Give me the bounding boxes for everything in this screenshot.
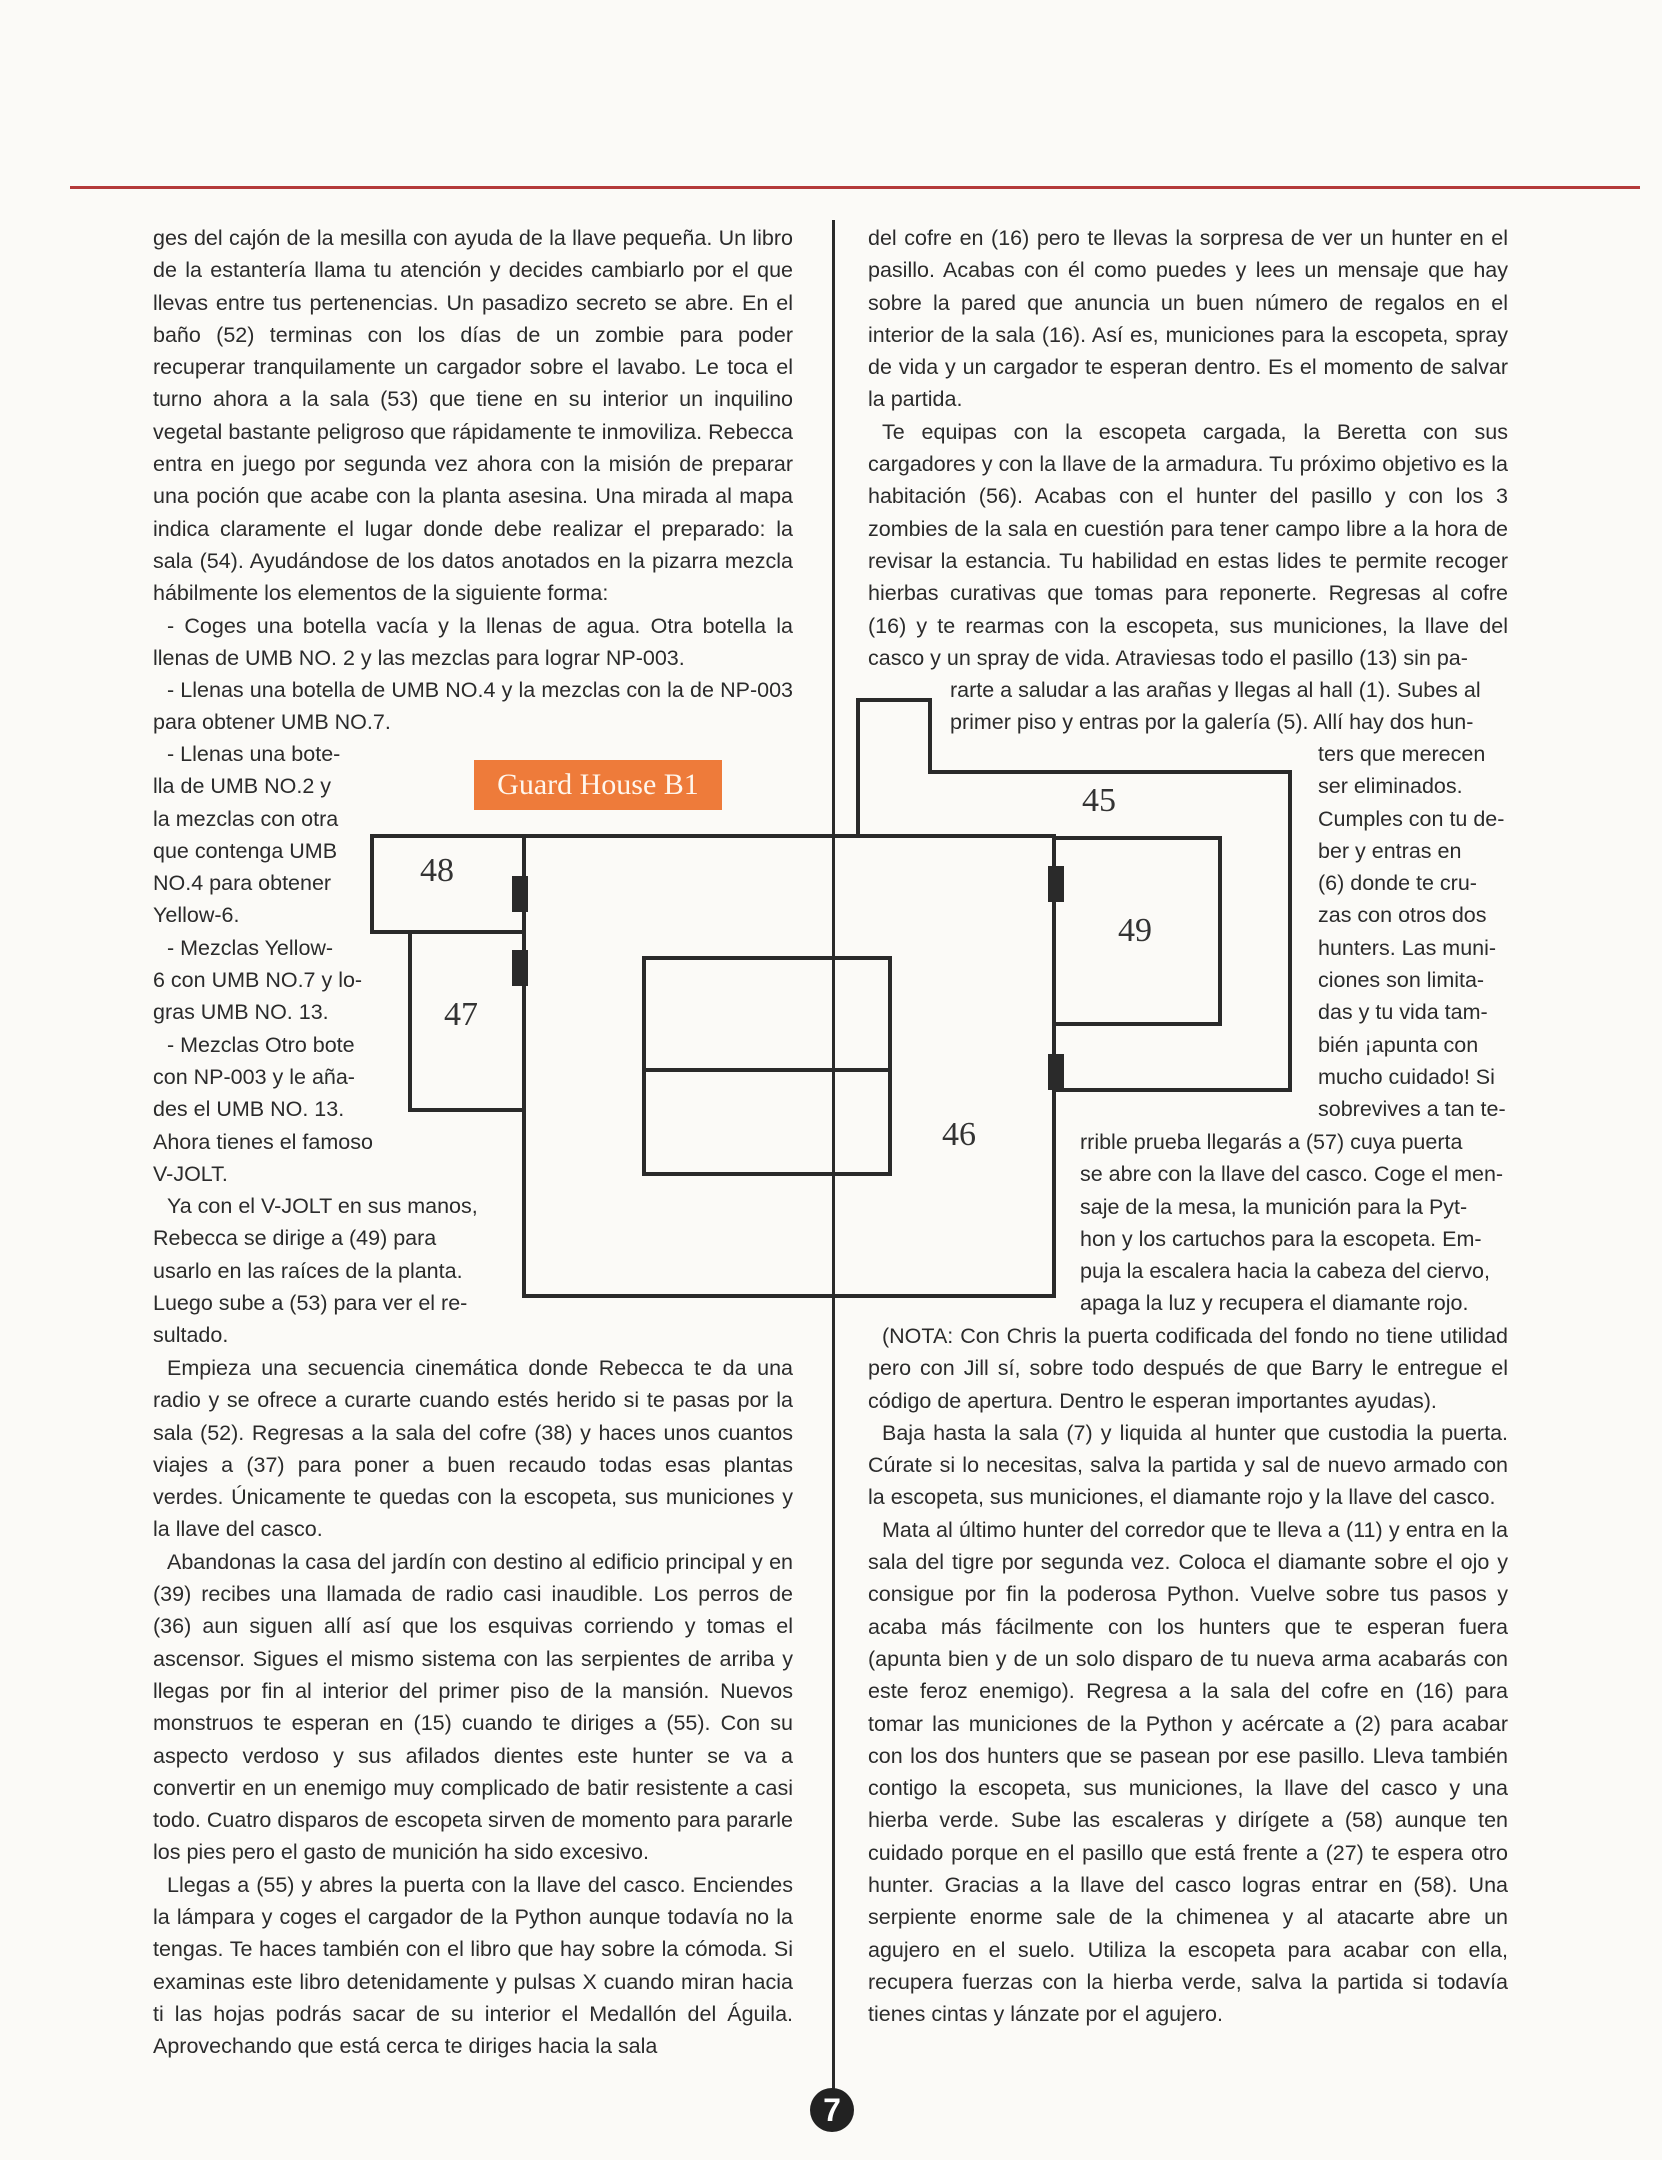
text-line: NO.4 para obtener <box>153 871 332 896</box>
text-line: hunters. Las muni- <box>1318 935 1497 960</box>
text-line: Ya con el V-JOLT en sus manos, <box>167 1194 478 1219</box>
room-45-outline <box>858 700 1290 1090</box>
door <box>1048 1054 1064 1090</box>
text-line: (6) donde te cru- <box>1318 871 1477 896</box>
text-line: bién ¡apunta con <box>1318 1032 1479 1057</box>
paragraph: Abandonas la casa del jardín con destino al edificio principal y en (39) recibes una llamada de radio casi inaudible. Los perros de (36) aun siguen allí así que los esquivas corriendo y tomas el ascensor. Sigues el mismo sistema con las serpientes de arriba y llegas por fin al interior del primer piso de la mansión. Nuevos monstruos te esperan en (15) cuando te diriges a (55). Con su aspecto verdoso y sus afilados dientes este hunter se va a convertir en un enemigo muy complicado de batir resistente a casi todo. Cuatro disparos de escopeta sirven de momento para pararle los pies pero el gasto de munición ha sido excesivo. <box>153 1549 793 1865</box>
map-title: Guard House B1 <box>474 760 722 810</box>
text-line: zas con otros dos <box>1318 903 1487 928</box>
paragraph: (NOTA: Con Chris la puerta codificada del fondo no tiene utilidad pero con Jill sí, sobre todo después de que Barry le entregue el código de apertura. Dentro le esperan importantes ayudas). <box>868 1324 1508 1413</box>
paragraph: Baja hasta la sala (7) y liquida al hunter que custodia la puerta. Cúrate si lo necesitas, salva la partida y sal de nuevo armado con la escopeta, sus municiones, el diamante rojo y la llave del casco. <box>868 1420 1508 1510</box>
door <box>1048 866 1064 902</box>
text-line: usarlo en las raíces de la planta. <box>153 1258 463 1283</box>
text-line: ser eliminados. <box>1318 774 1463 799</box>
text-line: con NP-003 y le aña- <box>153 1064 355 1089</box>
door <box>512 950 528 986</box>
room-46-outline <box>524 836 1054 1296</box>
text-line: mucho cuidado! Si <box>1318 1064 1495 1089</box>
text-line: lla de UMB NO.2 y <box>153 774 332 799</box>
text-line: - Mezclas Otro bote <box>167 1032 355 1057</box>
text-line: das y tu vida tam- <box>1318 1000 1488 1025</box>
text-line: gras UMB NO. 13. <box>153 1000 329 1025</box>
text-line: des el UMB NO. 13. <box>153 1097 345 1122</box>
text-line: 6 con UMB NO.7 y lo- <box>153 968 363 993</box>
text-line: apaga la luz y recupera el diamante rojo. <box>1080 1291 1469 1316</box>
text-line: Yellow-6. <box>153 903 240 928</box>
paragraph: Empieza una secuencia cinemática donde Rebecca te da una radio y se ofrece a curarte cuando estés herido si te pasas por la sala (52). Regresas a la sala del cofre (38) y haces unos cuantos viajes a (37) para poner a buen recaudo todas esas plantas verdes. Únicamente te quedas con la escopeta, sus municiones y la llave del casco. <box>153 1356 793 1542</box>
text-line: puja la escalera hacia la cabeza del ciervo, <box>1080 1259 1490 1284</box>
text-line: - Mezclas Yellow- <box>167 935 334 960</box>
text-line: ber y entras en <box>1318 838 1462 863</box>
text-line: Rebecca se dirige a (49) para <box>153 1226 437 1251</box>
paragraph: - Coges una botella vacía y la llenas de agua. Otra botella la llenas de UMB NO. 2 y las mezclas para lograr NP-003. <box>153 613 793 670</box>
paragraph: ges del cajón de la mesilla con ayuda de la llave pequeña. Un libro de la estantería llama tu atención y decides cambiarlo por el que llevas entre tus pertenencias. Un pasadizo secreto se abre. En el baño (52) terminas con los días de un zombie para poder recuperar tranquilamente un cargador sobre el lavabo. Le toca el turno ahora a la sala (53) que tiene en su interior un inquilino vegetal bastante peligroso que rápidamente te inmoviliza. Rebecca entra en juego por segunda vez ahora con la misión de preparar una poción que acabe con la planta asesina. Una mirada al mapa indica claramente el lugar donde debe realizar el preparado: la sala (54). Ayudándose de los datos anotados en la pizarra mezcla hábilmente los elementos de la siguiente forma: <box>153 226 793 606</box>
text-line: que contenga UMB <box>153 838 338 863</box>
text-line: rrible prueba llegarás a (57) cuya puerta <box>1080 1130 1463 1154</box>
text-line: primer piso y entras por la galería (5). Allí hay dos hun- <box>950 710 1474 735</box>
paragraph: Te equipas con la escopeta cargada, la Beretta con sus cargadores y con la llave de la armadura. Tu próximo objetivo es la habitación (56). Acabas con el hunter del pasillo y con los 3 zombies de la sala en cuestión para tener campo libre a la hora de revisar la estancia. Tu habilidad en estas lides te permite recoger hierbas curativas que tomas para reponerte. Regresas al cofre (16) y te rearmas con la escopeta, sus municiones, la llave del casco y un spray de vida. Atraviesas todo el pasillo (13) sin pa- <box>868 419 1508 670</box>
room-number-49: 49 <box>1118 912 1152 949</box>
door <box>512 876 528 912</box>
text-line: - Llenas una bote- <box>167 742 341 766</box>
paragraph: - Llenas una botella de UMB NO.4 y la mezclas con la de NP-003 para obtener UMB NO.7. <box>153 678 793 735</box>
room-number-45: 45 <box>1082 782 1116 819</box>
text-line: ters que merecen <box>1318 742 1486 766</box>
text-line: Luego sube a (53) para ver el re- <box>153 1291 468 1316</box>
text-line: sobrevives a tan te- <box>1318 1097 1506 1122</box>
room-number-48: 48 <box>420 852 454 889</box>
page-number: 7 <box>810 2088 854 2132</box>
paragraph: del cofre en (16) pero te llevas la sorpresa de ver un hunter en el pasillo. Acabas con él como puedes y lees un mensaje que hay sobre la pared que anuncia un buen número de regalos en el interior de la sala (16). Así es, municiones para la escopeta, spray de vida y un cargador te esperan dentro. Es el momento de salvar la partida. <box>868 226 1508 412</box>
text-line: Ahora tienes el famoso <box>153 1129 373 1154</box>
central-table <box>644 958 890 1174</box>
text-line: hon y los cartuchos para la escopeta. Em- <box>1080 1226 1482 1251</box>
paragraph: Mata al último hunter del corredor que te lleva a (11) y entra en la sala del tigre por segunda vez. Coloca el diamante sobre el ojo y consigue por fin la poderosa Python. Vuelve sobre tus pasos y acaba más fácilmente con los hunters que te esperan fuera (apunta bien y de un solo disparo de tu nueva arma acabarás con este feroz enemigo). Regresa a la sala del cofre en (16) para tomar las municiones de la Python y acércate a (2) para acabar con los dos hunters que se pasean por ese pasillo. Lleva también contigo la escopeta, sus municiones, la llave del casco y una hierba verde. Sube las escaleras y dirígete a (58) aunque ten cuidado porque en el pasillo que está frente a (27) te espera otro hunter. Gracias a la llave del casco logras entrar en (58). Una serpiente enorme sale de la chimenea y al atacarte abre un agujero en el suelo. Utiliza la escopeta para acabar con ella, recupera fuerzas con la hierba verde, salva la partida si todavía tienes cintas y lánzate por el agujero. <box>868 1517 1508 2027</box>
room-number-47: 47 <box>444 996 478 1033</box>
text-line: Cumples con tu de- <box>1318 806 1505 831</box>
text-line: ciones son limita- <box>1318 968 1485 993</box>
text-line: saje de la mesa, la munición para la Pyt- <box>1080 1194 1468 1219</box>
text-line: sultado. <box>153 1323 229 1348</box>
text-line: la mezclas con otra <box>153 806 339 831</box>
paragraph: Llegas a (55) y abres la puerta con la llave del casco. Enciendes la lámpara y coges el cargador de la Python aunque todavía no la tengas. Te haces también con el libro que hay sobre la cómoda. Si examinas este libro detenidamente y pulsas X cuando miran hacia ti las hojas podrás sacar de su interior el Medallón del Águila. Aprovechando que está cerca te diriges hacia la sala <box>153 1872 793 2059</box>
room-number-46: 46 <box>942 1116 976 1153</box>
text-line: V-JOLT. <box>153 1161 228 1186</box>
text-line: se abre con la llave del casco. Coge el men- <box>1080 1162 1504 1187</box>
text-line: rarte a saludar a las arañas y llegas al hall (1). Subes al <box>950 678 1481 702</box>
